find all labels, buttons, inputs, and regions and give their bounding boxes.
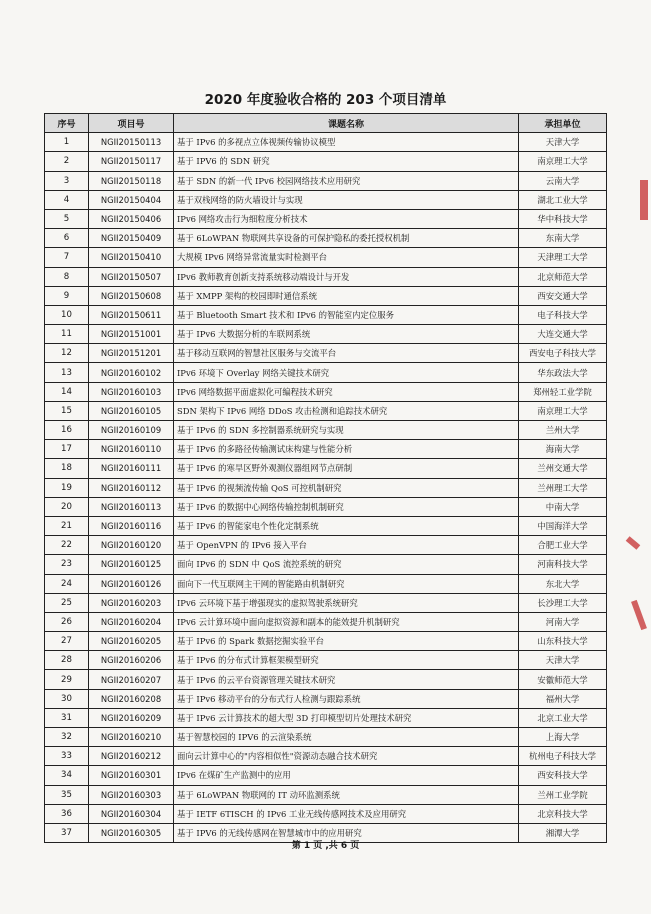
project-name: 面向 IPv6 的 SDN 中 QoS 流控系统的研究 <box>174 555 519 574</box>
project-name: IPv6 环境下 Overlay 网络关键技术研究 <box>174 363 519 382</box>
stamp-fragment-top <box>640 180 648 220</box>
row-number: 19 <box>45 478 89 497</box>
header-name: 课题名称 <box>174 114 519 133</box>
project-name: IPv6 网络数据平面虚拟化可编程技术研究 <box>174 382 519 401</box>
project-id: NGII20150404 <box>89 190 174 209</box>
table-row <box>45 248 607 267</box>
table-row <box>45 670 607 689</box>
project-name: 基于 IETF 6TISCH 的 IPv6 工业无线传感网技术及应用研究 <box>174 804 519 823</box>
project-id: NGII20150406 <box>89 209 174 228</box>
project-id: NGII20160301 <box>89 766 174 785</box>
table-row <box>45 305 607 324</box>
table-row <box>45 459 607 478</box>
project-id: NGII20160205 <box>89 632 174 651</box>
project-unit: 兰州工业学院 <box>519 785 607 804</box>
row-number: 26 <box>45 612 89 631</box>
project-unit: 杭州电子科技大学 <box>519 747 607 766</box>
project-unit: 北京工业大学 <box>519 708 607 727</box>
row-number: 18 <box>45 459 89 478</box>
table-row <box>45 363 607 382</box>
table-row <box>45 555 607 574</box>
project-id: NGII20151201 <box>89 344 174 363</box>
project-unit: 天津理工大学 <box>519 248 607 267</box>
row-number: 8 <box>45 267 89 286</box>
table-row <box>45 440 607 459</box>
project-id: NGII20160113 <box>89 497 174 516</box>
row-number: 3 <box>45 171 89 190</box>
project-id: NGII20160102 <box>89 363 174 382</box>
project-id: NGII20150608 <box>89 286 174 305</box>
project-unit: 南京理工大学 <box>519 152 607 171</box>
project-id: NGII20150118 <box>89 171 174 190</box>
project-unit: 北京科技大学 <box>519 804 607 823</box>
project-name: 面向下一代互联网主干网的智能路由机制研究 <box>174 574 519 593</box>
stamp-fragment-lower <box>631 600 647 630</box>
project-id: NGII20160203 <box>89 593 174 612</box>
project-table <box>44 113 607 843</box>
project-unit: 兰州交通大学 <box>519 459 607 478</box>
project-id: NGII20160209 <box>89 708 174 727</box>
table-row <box>45 728 607 747</box>
project-id: NGII20160303 <box>89 785 174 804</box>
project-name: 基于 IPv6 大数据分析的车联网系统 <box>174 325 519 344</box>
project-id: NGII20160103 <box>89 382 174 401</box>
project-name: IPv6 网络攻击行为细粒度分析技术 <box>174 209 519 228</box>
project-unit: 南京理工大学 <box>519 401 607 420</box>
row-number: 36 <box>45 804 89 823</box>
row-number: 32 <box>45 728 89 747</box>
table-row <box>45 382 607 401</box>
row-number: 7 <box>45 248 89 267</box>
row-number: 24 <box>45 574 89 593</box>
row-number: 27 <box>45 632 89 651</box>
row-number: 35 <box>45 785 89 804</box>
project-unit: 中南大学 <box>519 497 607 516</box>
project-unit: 西安交通大学 <box>519 286 607 305</box>
table-row <box>45 133 607 152</box>
page-footer: 第 1 页 ,共 6 页 <box>291 841 360 851</box>
project-name: IPv6 在煤矿生产监测中的应用 <box>174 766 519 785</box>
project-unit: 安徽师范大学 <box>519 670 607 689</box>
project-id: NGII20160125 <box>89 555 174 574</box>
project-id: NGII20160210 <box>89 728 174 747</box>
row-number: 9 <box>45 286 89 305</box>
project-name: SDN 架构下 IPv6 网络 DDoS 攻击检测和追踪技术研究 <box>174 401 519 420</box>
project-id: NGII20160206 <box>89 651 174 670</box>
project-id: NGII20160305 <box>89 823 174 842</box>
project-name: 大规模 IPv6 网络异常流量实时检测平台 <box>174 248 519 267</box>
project-id: NGII20150611 <box>89 305 174 324</box>
project-id: NGII20150117 <box>89 152 174 171</box>
project-id: NGII20150113 <box>89 133 174 152</box>
project-id: NGII20160126 <box>89 574 174 593</box>
row-number: 29 <box>45 670 89 689</box>
project-name: 基于 IPv6 的智能家电个性化定制系统 <box>174 516 519 535</box>
project-unit: 东北大学 <box>519 574 607 593</box>
project-id: NGII20150409 <box>89 229 174 248</box>
project-id: NGII20160116 <box>89 516 174 535</box>
table-row <box>45 516 607 535</box>
table-row <box>45 593 607 612</box>
row-number: 11 <box>45 325 89 344</box>
project-id: NGII20160120 <box>89 536 174 555</box>
project-unit: 兰州理工大学 <box>519 478 607 497</box>
table-row <box>45 190 607 209</box>
project-unit: 合肥工业大学 <box>519 536 607 555</box>
header-unit: 承担单位 <box>519 114 607 133</box>
project-name: 基于 IPv6 的分布式计算框架模型研究 <box>174 651 519 670</box>
table-row <box>45 229 607 248</box>
project-id: NGII20160207 <box>89 670 174 689</box>
project-id: NGII20160110 <box>89 440 174 459</box>
table-row <box>45 401 607 420</box>
row-number: 17 <box>45 440 89 459</box>
project-unit: 山东科技大学 <box>519 632 607 651</box>
project-name: 基于 IPv6 的多视点立体视频传输协议模型 <box>174 133 519 152</box>
project-name: 基于 6LoWPAN 物联网共享设备的可保护隐私的委托授权机制 <box>174 229 519 248</box>
row-number: 16 <box>45 421 89 440</box>
project-name: 基于 IPv6 的多路径传输测试床构建与性能分析 <box>174 440 519 459</box>
table-row <box>45 632 607 651</box>
project-name: 基于 XMPP 架构的校园即时通信系统 <box>174 286 519 305</box>
project-id: NGII20160105 <box>89 401 174 420</box>
table-row <box>45 497 607 516</box>
project-unit: 郑州轻工业学院 <box>519 382 607 401</box>
row-number: 34 <box>45 766 89 785</box>
project-unit: 天津大学 <box>519 133 607 152</box>
project-name: 基于 IPv6 的视频流传输 QoS 可控机制研究 <box>174 478 519 497</box>
project-unit: 西安电子科技大学 <box>519 344 607 363</box>
table-row <box>45 152 607 171</box>
project-name: IPv6 教师教育创新支持系统移动端设计与开发 <box>174 267 519 286</box>
row-number: 10 <box>45 305 89 324</box>
table-row <box>45 708 607 727</box>
project-name: IPv6 云计算环境中面向虚拟资源和副本的能效提升机制研究 <box>174 612 519 631</box>
table-row <box>45 421 607 440</box>
table-row <box>45 785 607 804</box>
table-header-row <box>45 114 607 133</box>
row-number: 20 <box>45 497 89 516</box>
project-name: 基于 SDN 的新一代 IPv6 校园网络技术应用研究 <box>174 171 519 190</box>
project-name: IPv6 云环境下基于增强现实的虚拟驾驶系统研究 <box>174 593 519 612</box>
project-id: NGII20160212 <box>89 747 174 766</box>
table-row <box>45 804 607 823</box>
project-name: 基于智慧校园的 IPV6 的云渲染系统 <box>174 728 519 747</box>
project-name: 基于 IPv6 移动平台的分布式行人检测与跟踪系统 <box>174 689 519 708</box>
project-unit: 湖北工业大学 <box>519 190 607 209</box>
project-unit: 兰州大学 <box>519 421 607 440</box>
project-name: 基于 IPv6 云计算技术的超大型 3D 打印模型切片处理技术研究 <box>174 708 519 727</box>
table-row <box>45 209 607 228</box>
row-number: 37 <box>45 823 89 842</box>
project-unit: 东南大学 <box>519 229 607 248</box>
row-number: 25 <box>45 593 89 612</box>
table-row <box>45 344 607 363</box>
row-number: 13 <box>45 363 89 382</box>
project-name: 基于 IPv6 的云平台资源管理关键技术研究 <box>174 670 519 689</box>
table-body <box>45 133 607 843</box>
row-number: 12 <box>45 344 89 363</box>
project-name: 基于 IPv6 的寒旱区野外观测仪器组网节点研制 <box>174 459 519 478</box>
project-id: NGII20160204 <box>89 612 174 631</box>
project-id: NGII20150507 <box>89 267 174 286</box>
project-name: 基于 IPV6 的 SDN 研究 <box>174 152 519 171</box>
project-unit: 海南大学 <box>519 440 607 459</box>
row-number: 2 <box>45 152 89 171</box>
project-id: NGII20150410 <box>89 248 174 267</box>
project-name: 基于 Bluetooth Smart 技术和 IPv6 的智能室内定位服务 <box>174 305 519 324</box>
row-number: 33 <box>45 747 89 766</box>
table-row <box>45 747 607 766</box>
header-no: 序号 <box>45 114 89 133</box>
project-unit: 湘潭大学 <box>519 823 607 842</box>
row-number: 1 <box>45 133 89 152</box>
project-id: NGII20160109 <box>89 421 174 440</box>
project-unit: 华东政法大学 <box>519 363 607 382</box>
project-unit: 大连交通大学 <box>519 325 607 344</box>
project-unit: 福州大学 <box>519 689 607 708</box>
table-row <box>45 651 607 670</box>
project-unit: 河南大学 <box>519 612 607 631</box>
project-name: 基于 6LoWPAN 物联网的 IT 动环监测系统 <box>174 785 519 804</box>
row-number: 31 <box>45 708 89 727</box>
project-name: 基于 OpenVPN 的 IPv6 接入平台 <box>174 536 519 555</box>
row-number: 23 <box>45 555 89 574</box>
row-number: 6 <box>45 229 89 248</box>
row-number: 5 <box>45 209 89 228</box>
project-unit: 长沙理工大学 <box>519 593 607 612</box>
project-unit: 天津大学 <box>519 651 607 670</box>
table-row <box>45 536 607 555</box>
row-number: 22 <box>45 536 89 555</box>
project-name: 基于 IPv6 的数据中心网络传输控制机制研究 <box>174 497 519 516</box>
project-name: 基于双栈网络的防火墙设计与实现 <box>174 190 519 209</box>
row-number: 30 <box>45 689 89 708</box>
table-row <box>45 267 607 286</box>
project-name: 基于 IPv6 的 SDN 多控制器系统研究与实现 <box>174 421 519 440</box>
project-name: 基于移动互联网的智慧社区服务与交流平台 <box>174 344 519 363</box>
project-unit: 西安科技大学 <box>519 766 607 785</box>
project-unit: 上海大学 <box>519 728 607 747</box>
project-unit: 华中科技大学 <box>519 209 607 228</box>
row-number: 15 <box>45 401 89 420</box>
project-id: NGII20151001 <box>89 325 174 344</box>
table-row <box>45 766 607 785</box>
table-row <box>45 286 607 305</box>
header-id: 项目号 <box>89 114 174 133</box>
row-number: 28 <box>45 651 89 670</box>
row-number: 14 <box>45 382 89 401</box>
project-id: NGII20160111 <box>89 459 174 478</box>
project-unit: 北京师范大学 <box>519 267 607 286</box>
project-name: 面向云计算中心的"内容相似性"资源动态融合技术研究 <box>174 747 519 766</box>
project-unit: 电子科技大学 <box>519 305 607 324</box>
project-id: NGII20160208 <box>89 689 174 708</box>
table-row <box>45 612 607 631</box>
project-unit: 中国海洋大学 <box>519 516 607 535</box>
table-row <box>45 478 607 497</box>
project-unit: 河南科技大学 <box>519 555 607 574</box>
project-name: 基于 IPv6 的 Spark 数据挖掘实验平台 <box>174 632 519 651</box>
page-title: 2020 年度验收合格的 203 个项目清单 <box>204 92 447 108</box>
project-unit: 云南大学 <box>519 171 607 190</box>
table-row <box>45 171 607 190</box>
project-id: NGII20160112 <box>89 478 174 497</box>
stamp-fragment-middle <box>626 536 641 550</box>
project-id: NGII20160304 <box>89 804 174 823</box>
row-number: 21 <box>45 516 89 535</box>
project-name: 基于 IPV6 的无线传感网在智慧城市中的应用研究 <box>174 823 519 842</box>
row-number: 4 <box>45 190 89 209</box>
table-row <box>45 574 607 593</box>
table-row <box>45 689 607 708</box>
table-row <box>45 325 607 344</box>
